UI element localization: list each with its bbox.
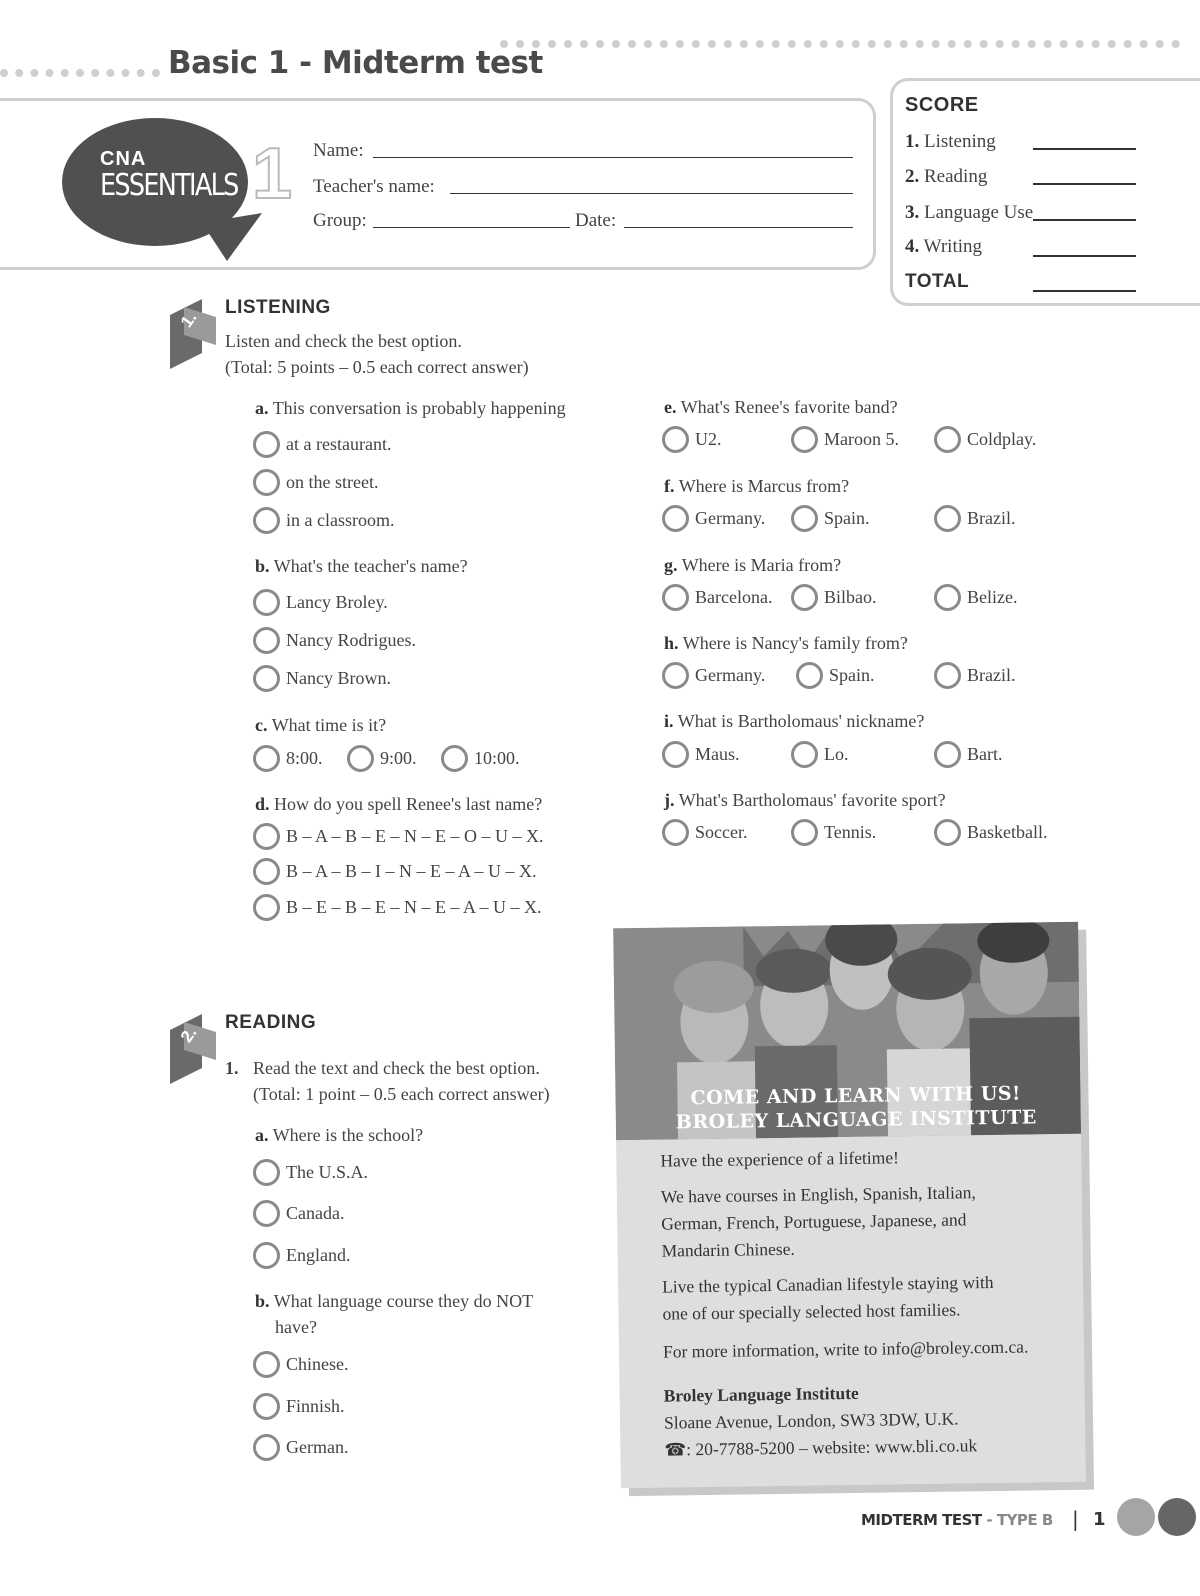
- footer-type: - TYPE B: [986, 1511, 1053, 1529]
- teacher-name-label: Teacher's name:: [313, 176, 435, 197]
- score-field-reading[interactable]: [1033, 183, 1136, 185]
- question-text: What language course they do NOT: [273, 1291, 534, 1311]
- option-label: Brazil.: [967, 665, 1016, 685]
- question-text: What's Renee's favorite band?: [680, 397, 898, 417]
- radio-circle[interactable]: [253, 1159, 280, 1186]
- option-e-1[interactable]: [662, 426, 722, 453]
- radio-circle[interactable]: [934, 584, 961, 611]
- radio-circle[interactable]: [253, 1393, 280, 1420]
- radio-circle[interactable]: [662, 584, 689, 611]
- option-b-1[interactable]: [253, 589, 388, 616]
- radio-circle[interactable]: [791, 741, 818, 768]
- question-letter: h.: [664, 633, 679, 653]
- question-c: [255, 715, 386, 736]
- question-a: [255, 398, 566, 419]
- option-label: Lo.: [824, 744, 849, 764]
- option-label: B – A – B – E – N – E – O – U – X.: [286, 826, 544, 846]
- radio-circle[interactable]: [253, 1351, 280, 1378]
- radio-circle[interactable]: [791, 584, 818, 611]
- option-label: Brazil.: [967, 508, 1016, 528]
- reading-title: READING: [225, 1012, 317, 1033]
- reading-option-a-2[interactable]: [253, 1200, 344, 1227]
- score-row-language-use: [905, 202, 1033, 224]
- score-num: 4.: [905, 236, 920, 257]
- ad-tagline: Have the experience of a lifetime!: [660, 1147, 900, 1171]
- radio-circle[interactable]: [662, 741, 689, 768]
- radio-circle[interactable]: [253, 823, 280, 850]
- option-label: Germany.: [695, 508, 766, 528]
- teacher-name-field[interactable]: [450, 193, 853, 194]
- question-b: [255, 556, 468, 577]
- footer-label: [861, 1511, 1053, 1529]
- ad-courses-line-1: We have courses in English, Spanish, Italian,: [660, 1182, 976, 1207]
- option-j-3[interactable]: [934, 819, 1047, 846]
- reading-option-b-2[interactable]: [253, 1393, 345, 1420]
- question-f: [664, 476, 849, 497]
- question-letter: c.: [255, 715, 268, 735]
- option-a-3[interactable]: [253, 507, 394, 534]
- name-field[interactable]: [373, 157, 853, 158]
- ad-info: For more information, write to info@broley.com.ca.: [662, 1336, 1029, 1362]
- score-num: 2.: [905, 166, 920, 187]
- section-number-reading: 2.: [176, 1023, 201, 1046]
- question-text: This conversation is probably happening: [272, 398, 566, 418]
- option-label: Bilbao.: [824, 587, 877, 607]
- question-letter: a.: [255, 1125, 269, 1145]
- option-i-3[interactable]: [934, 741, 1003, 768]
- option-label: Germany.: [695, 665, 766, 685]
- radio-circle[interactable]: [662, 819, 689, 846]
- option-j-1[interactable]: [662, 819, 747, 846]
- question-letter: g.: [664, 555, 678, 575]
- reading-instruction: Read the text and check the best option.: [253, 1058, 540, 1078]
- radio-circle[interactable]: [253, 589, 280, 616]
- radio-circle[interactable]: [662, 505, 689, 532]
- ad-contact: ☎: 20-7788-5200 – website: www.bli.co.uk: [664, 1435, 978, 1460]
- option-label: The U.S.A.: [286, 1162, 368, 1182]
- option-h-3[interactable]: [934, 662, 1015, 689]
- option-g-1[interactable]: [662, 584, 772, 611]
- question-text: What is Bartholomaus' nickname?: [677, 711, 925, 731]
- ad-headline-1: COME AND LEARN WITH US!: [690, 1082, 1022, 1110]
- section-number-listening: 1.: [176, 308, 201, 331]
- question-text: What's Bartholomaus' favorite sport?: [678, 790, 946, 810]
- question-text: Where is Marcus from?: [678, 476, 850, 496]
- option-label: England.: [286, 1245, 351, 1265]
- option-e-3[interactable]: [934, 426, 1036, 453]
- option-h-1[interactable]: [662, 662, 765, 689]
- radio-circle[interactable]: [934, 505, 961, 532]
- option-label: 10:00.: [474, 748, 520, 768]
- question-letter: b.: [255, 1291, 270, 1311]
- score-title: SCORE: [905, 94, 979, 116]
- group-label: Group:: [313, 210, 367, 231]
- ad-organization: Broley Language Institute: [663, 1382, 859, 1406]
- score-field-total[interactable]: [1033, 290, 1136, 292]
- question-i: [664, 711, 924, 732]
- option-f-2[interactable]: [791, 505, 870, 532]
- option-label: at a restaurant.: [286, 434, 392, 454]
- option-a-1[interactable]: [253, 431, 391, 458]
- score-field-listening[interactable]: [1033, 148, 1136, 150]
- option-label: Basketball.: [967, 822, 1048, 842]
- option-d-2[interactable]: [253, 858, 537, 885]
- reading-option-b-1[interactable]: [253, 1351, 349, 1378]
- option-label: Nancy Rodrigues.: [286, 630, 416, 650]
- option-g-3[interactable]: [934, 584, 1017, 611]
- name-label: Name:: [313, 140, 364, 161]
- option-f-3[interactable]: [934, 505, 1015, 532]
- radio-circle[interactable]: [791, 505, 818, 532]
- question-letter: e.: [664, 397, 677, 417]
- date-label: Date:: [575, 210, 617, 231]
- ad-lifestyle-line-2: one of our specially selected host families.: [662, 1299, 961, 1324]
- header-dots-right: [500, 40, 1180, 48]
- option-label: U2.: [695, 429, 722, 449]
- option-label: 9:00.: [380, 748, 417, 768]
- question-text: Where is the school?: [272, 1125, 424, 1145]
- score-label: Writing: [923, 236, 983, 257]
- listening-title: LISTENING: [225, 297, 331, 318]
- radio-circle[interactable]: [253, 894, 280, 921]
- question-h: [664, 633, 908, 654]
- radio-circle[interactable]: [796, 662, 823, 689]
- question-text: How do you spell Renee's last name?: [274, 794, 543, 814]
- question-letter: j.: [664, 790, 675, 810]
- score-total-label: TOTAL: [905, 271, 970, 292]
- radio-circle[interactable]: [347, 745, 374, 772]
- question-letter: f.: [664, 476, 675, 496]
- page-number: 1: [1093, 1509, 1106, 1530]
- score-row-reading: [905, 166, 987, 188]
- radio-circle[interactable]: [934, 819, 961, 846]
- radio-circle[interactable]: [253, 627, 280, 654]
- question-letter: b.: [255, 556, 270, 576]
- option-label: Tennis.: [824, 822, 877, 842]
- option-label: Coldplay.: [967, 429, 1037, 449]
- option-label: B – E – B – E – N – E – A – U – X.: [286, 897, 542, 917]
- option-b-2[interactable]: [253, 627, 416, 654]
- option-label: Chinese.: [286, 1354, 349, 1374]
- score-label: Language Use: [924, 202, 1034, 223]
- radio-circle[interactable]: [791, 426, 818, 453]
- ad-address: Sloane Avenue, London, SW3 3DW, U.K.: [663, 1408, 959, 1433]
- score-row-listening: [905, 131, 996, 153]
- option-label: Finnish.: [286, 1396, 345, 1416]
- radio-circle[interactable]: [253, 665, 280, 692]
- reading-option-a-1[interactable]: [253, 1159, 368, 1186]
- option-label: in a classroom.: [286, 510, 395, 530]
- question-e: [664, 397, 898, 418]
- score-num: 3.: [905, 202, 920, 223]
- logo: [62, 118, 292, 263]
- question-text: Where is Nancy's family from?: [682, 633, 908, 653]
- option-label: Bart.: [967, 744, 1003, 764]
- question-letter: a.: [255, 398, 269, 418]
- option-label: Barcelona.: [695, 587, 773, 607]
- logo-tail-icon: [202, 213, 262, 263]
- option-label: Maroon 5.: [824, 429, 899, 449]
- option-a-2[interactable]: [253, 469, 378, 496]
- option-j-2[interactable]: [791, 819, 876, 846]
- score-field-language-use[interactable]: [1033, 219, 1136, 221]
- question-g: [664, 555, 841, 576]
- option-i-1[interactable]: [662, 741, 740, 768]
- radio-circle[interactable]: [441, 745, 468, 772]
- option-f-1[interactable]: [662, 505, 765, 532]
- question-d: [255, 794, 542, 815]
- option-c-1[interactable]: [253, 745, 323, 772]
- reading-points: (Total: 1 point – 0.5 each correct answer): [253, 1084, 550, 1104]
- question-text: Where is Maria from?: [681, 555, 842, 575]
- ad-courses-line-2: German, French, Portuguese, Japanese, and: [661, 1209, 967, 1234]
- radio-circle[interactable]: [253, 431, 280, 458]
- option-label: Nancy Brown.: [286, 668, 391, 688]
- radio-circle[interactable]: [253, 507, 280, 534]
- option-label: Canada.: [286, 1203, 345, 1223]
- footer-separator: |: [1072, 1507, 1079, 1531]
- listening-points: (Total: 5 points – 0.5 each correct answer): [225, 357, 529, 377]
- option-g-2[interactable]: [791, 584, 877, 611]
- logo-brand-top: CNA: [100, 148, 147, 170]
- reading-question-b: [255, 1291, 533, 1312]
- option-label: B – A – B – I – N – E – A – U – X.: [286, 861, 537, 881]
- radio-circle[interactable]: [253, 1242, 280, 1269]
- option-label: German.: [286, 1437, 349, 1457]
- radio-circle[interactable]: [253, 858, 280, 885]
- ad-courses-line-3: Mandarin Chinese.: [661, 1238, 795, 1261]
- footer-half-circle-icon: [1158, 1498, 1196, 1536]
- reading-option-a-3[interactable]: [253, 1242, 351, 1269]
- date-field[interactable]: [624, 227, 853, 228]
- radio-circle[interactable]: [253, 1200, 280, 1227]
- score-row-writing: [905, 236, 982, 258]
- radio-circle[interactable]: [662, 426, 689, 453]
- radio-circle[interactable]: [253, 745, 280, 772]
- radio-circle[interactable]: [253, 1434, 280, 1461]
- page-title: Basic 1 - Midterm test: [168, 45, 543, 81]
- radio-circle[interactable]: [934, 741, 961, 768]
- header-dots-left: [0, 69, 160, 77]
- question-text: What's the teacher's name?: [273, 556, 468, 576]
- option-label: on the street.: [286, 472, 379, 492]
- section-badge-reading-icon: [166, 1010, 218, 1092]
- option-h-2[interactable]: [796, 662, 875, 689]
- option-label: Soccer.: [695, 822, 748, 842]
- reading-item-number: 1.: [225, 1058, 239, 1078]
- ad-flyer: [613, 922, 1086, 1488]
- score-field-writing[interactable]: [1033, 255, 1136, 257]
- score-num: 1.: [905, 131, 920, 152]
- ad-headline-2: BROLEY LANGUAGE INSTITUTE: [675, 1106, 1037, 1134]
- option-label: Spain.: [829, 665, 875, 685]
- question-letter: d.: [255, 794, 270, 814]
- section-badge-listening-icon: [166, 295, 218, 377]
- radio-circle[interactable]: [934, 426, 961, 453]
- option-c-3[interactable]: [441, 745, 520, 772]
- option-e-2[interactable]: [791, 426, 899, 453]
- option-label: Lancy Broley.: [286, 592, 388, 612]
- group-field[interactable]: [373, 227, 570, 228]
- listening-instruction: Listen and check the best option.: [225, 331, 462, 351]
- option-label: 8:00.: [286, 748, 323, 768]
- radio-circle[interactable]: [791, 819, 818, 846]
- ad-lifestyle-line-1: Live the typical Canadian lifestyle staying with: [661, 1271, 994, 1297]
- score-label: Listening: [924, 131, 996, 152]
- option-label: Maus.: [695, 744, 740, 764]
- option-i-2[interactable]: [791, 741, 849, 768]
- question-text: What time is it?: [271, 715, 387, 735]
- radio-circle[interactable]: [934, 662, 961, 689]
- radio-circle[interactable]: [253, 469, 280, 496]
- logo-brand-main: ESSENTIALS: [100, 168, 238, 203]
- reading-question-a: [255, 1125, 423, 1146]
- reading-question-b-continued: have?: [275, 1317, 317, 1337]
- option-d-3[interactable]: [253, 894, 542, 921]
- option-label: Spain.: [824, 508, 870, 528]
- option-b-3[interactable]: [253, 665, 391, 692]
- option-label: Belize.: [967, 587, 1018, 607]
- footer-test-label: MIDTERM TEST: [861, 1511, 982, 1529]
- question-j: [664, 790, 946, 811]
- option-d-1[interactable]: [253, 823, 544, 850]
- score-label: Reading: [924, 166, 988, 187]
- logo-level: 1: [252, 134, 293, 214]
- question-letter: i.: [664, 711, 674, 731]
- footer-circle-icon: [1117, 1498, 1155, 1536]
- reading-option-b-3[interactable]: [253, 1434, 348, 1461]
- radio-circle[interactable]: [662, 662, 689, 689]
- option-c-2[interactable]: [347, 745, 417, 772]
